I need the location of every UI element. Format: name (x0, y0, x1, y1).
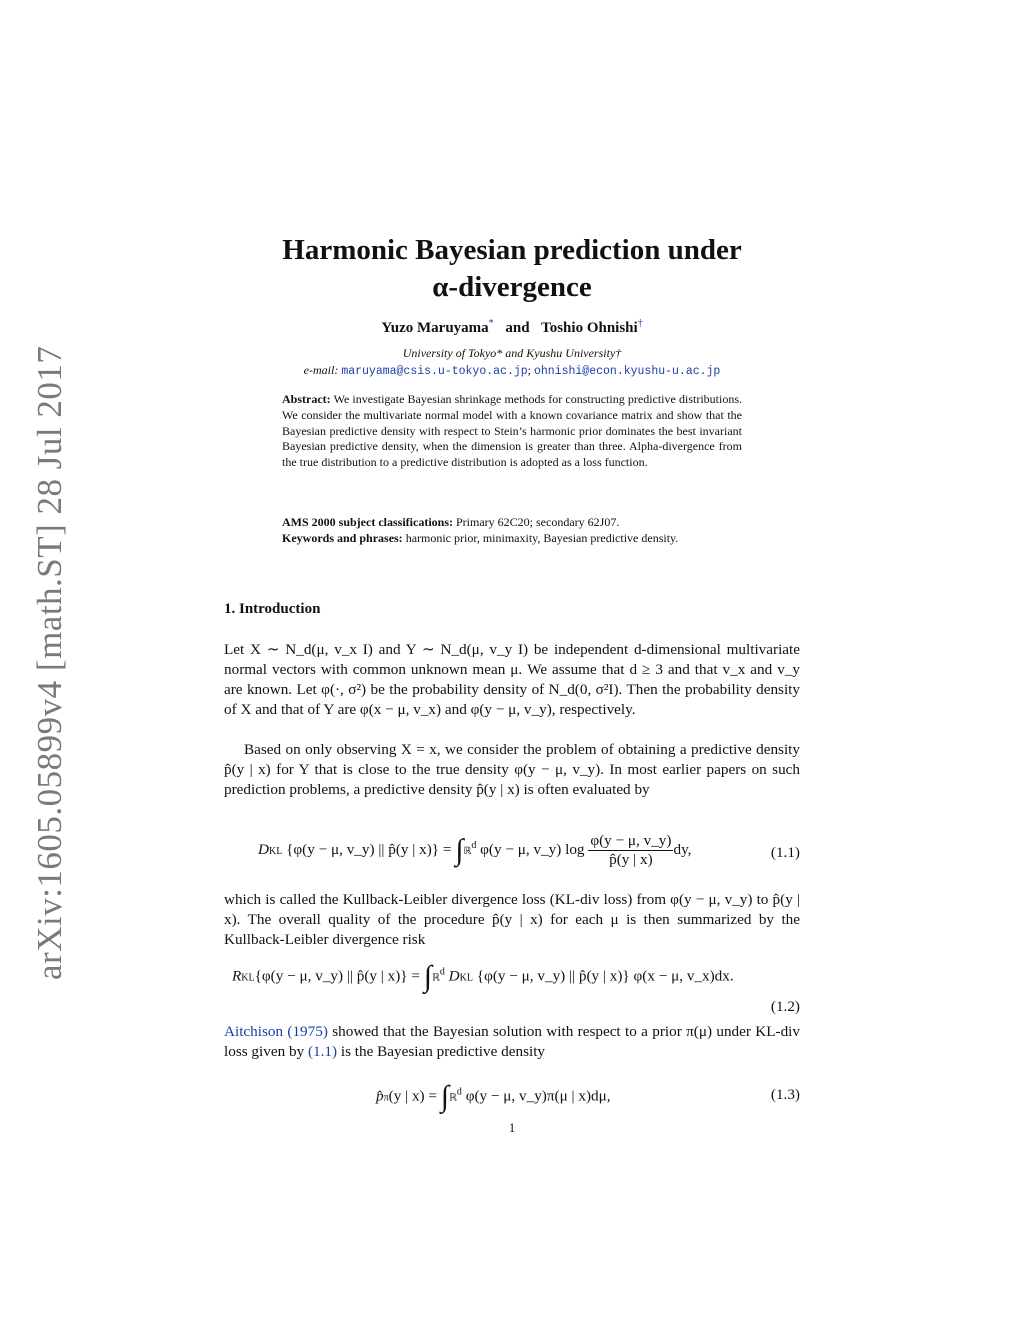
section-heading: 1. Introduction (224, 601, 321, 617)
eq1-fraction (588, 832, 673, 869)
title-block (224, 232, 800, 306)
author-1: Yuzo Maruyama (381, 320, 489, 336)
eq1-lhs: D (258, 840, 269, 858)
paragraph-3: which is called the Kullback-Leibler divergence loss (KL-div loss) from φ(y − μ, v_y) to p̂(y | x). The overall quality of the procedure p̂(y | x) for each μ is then summarized by the Kullback-Leibler divergence risk (224, 891, 800, 948)
paper-title (224, 232, 800, 306)
eq1-domain-dim: d (471, 839, 477, 851)
eq2-integrand: {φ(y − μ, v_y) || p̂(y | x)} φ(x − μ, v_x)dx. (476, 967, 734, 985)
equation-1-1-label: (1.1) (770, 844, 800, 861)
eq2-integrand-sub: KL (459, 972, 473, 984)
email-link-1[interactable]: maruyama@csis.u-tokyo.ac.jp (341, 365, 528, 378)
eq2-domain-dim: d (439, 966, 445, 978)
email-separator: ; (527, 363, 531, 377)
email-link-2[interactable]: ohnishi@econ.kyushu-u.ac.jp (534, 365, 721, 378)
eq2-arg: {φ(y − μ, v_y) || p̂(y | x)} = (254, 967, 420, 985)
ams-label: AMS 2000 subject classifications: (282, 515, 453, 529)
equation-1-1-body (258, 832, 691, 869)
eq2-lhs: R (232, 967, 242, 985)
eq3-domain: ℝ (448, 1092, 457, 1104)
eq1-domain: ℝ (463, 845, 472, 857)
eq1-denominator: p̂(y | x) (609, 851, 653, 868)
page-number: 1 (508, 1120, 516, 1135)
equation-1-1 (224, 832, 800, 882)
author-2: Toshio Ohnishi (541, 320, 638, 336)
keywords-line (282, 531, 742, 547)
email-label: e-mail: (303, 363, 339, 377)
paragraph-1: Let X ∼ N_d(μ, v_x I) and Y ∼ N_d(μ, v_y I) be independent d-dimensional multivariate normal vectors with common unknown mean μ. We assume that d ≥ 3 and that v_x and v_y are known. Let φ(·, σ²) be the probability density of N_d(0, σ²I). Then the probability density of X and that of Y are φ(x − μ, v_x) and φ(y − μ, v_y), respectively. (224, 641, 800, 718)
citation-aitchison[interactable]: Aitchison (224, 1023, 284, 1040)
paragraph-4 (224, 1022, 800, 1062)
eq1-arg: {φ(y − μ, v_y) || p̂(y | x)} = (286, 840, 452, 858)
eq2-domain: ℝ (431, 972, 440, 984)
integral-sign-icon: ∫ (455, 833, 464, 867)
arxiv-stamp: arXiv:1605.05899v4 [math.ST] 28 Jul 2017 (30, 345, 69, 980)
classification-block (282, 515, 742, 547)
author-conjunction: and (505, 320, 530, 336)
eq3-arg: (y | x) = (388, 1087, 437, 1105)
author-2-mark[interactable]: † (637, 318, 643, 329)
abstract (282, 392, 742, 471)
eq3-lhs: p̂ (376, 1087, 384, 1105)
eq3-domain-dim: d (456, 1086, 462, 1098)
equation-1-3-label: (1.3) (770, 1086, 800, 1103)
title-line-1: Harmonic Bayesian prediction under (282, 234, 742, 266)
keywords-text: harmonic prior, minimaxity, Bayesian predictive density. (405, 530, 679, 545)
paragraph-4-end: is the Bayesian predictive density (340, 1043, 546, 1060)
author-list (224, 318, 800, 337)
affiliation: University of Tokyo* and Kyushu University† (402, 346, 622, 360)
equation-ref-1-1[interactable]: (1.1) (307, 1043, 338, 1060)
integral-sign-icon: ∫ (423, 960, 432, 993)
author-1-mark[interactable]: * (488, 318, 494, 329)
keywords-label: Keywords and phrases: (282, 530, 403, 545)
ams-line (282, 515, 742, 531)
eq2-lhs-sub: KL (241, 972, 255, 984)
eq2-integrand-d: D (448, 967, 460, 985)
equation-1-3-body (376, 1080, 611, 1114)
equation-1-3 (224, 1080, 800, 1120)
abstract-text: We investigate Bayesian shrinkage methods for constructing predictive distributions. We consider the multivariate normal model with a known covariance matrix and show that the Bayesian predictive density with respect to Stein’s harmonic prior dominates the best invariant Bayesian predictive density, when the dimension is greater than three. Alpha-divergence from the true distribution to a predictive distribution is adopted as a loss function. (282, 392, 742, 470)
eq1-lhs-sub: KL (268, 845, 283, 857)
equation-1-2-label: (1.2) (770, 998, 800, 1015)
eq3-integrand: φ(y − μ, v_y)π(μ | x)dμ, (465, 1087, 611, 1105)
equation-1-2-body (232, 960, 734, 994)
eq1-integrand: φ(y − μ, v_y) log (480, 840, 585, 858)
paragraph-4-text: showed that the Bayesian solution with respect to a prior π(μ) under KL-div loss given by (224, 1023, 801, 1060)
title-line-2: α-divergence (432, 271, 592, 303)
ams-text: Primary 62C20; secondary 62J07. (456, 515, 620, 529)
integral-sign-icon: ∫ (440, 1080, 449, 1113)
abstract-label: Abstract: (282, 392, 331, 406)
eq1-numerator: φ(y − μ, v_y) (590, 832, 672, 849)
equation-1-2 (224, 960, 800, 1016)
paragraph-2: Based on only observing X = x, we consider the problem of obtaining a predictive density p̂(y | x) for Y that is close to the true density φ(y − μ, v_y). In most earlier papers on such prediction problems, a predictive density p̂(y | x) is often evaluated by (224, 741, 800, 798)
eq3-lhs-sub: π (383, 1092, 389, 1104)
eq1-tail: dy, (673, 840, 692, 858)
citation-year[interactable]: (1975) (287, 1023, 328, 1040)
email-line (224, 363, 800, 378)
